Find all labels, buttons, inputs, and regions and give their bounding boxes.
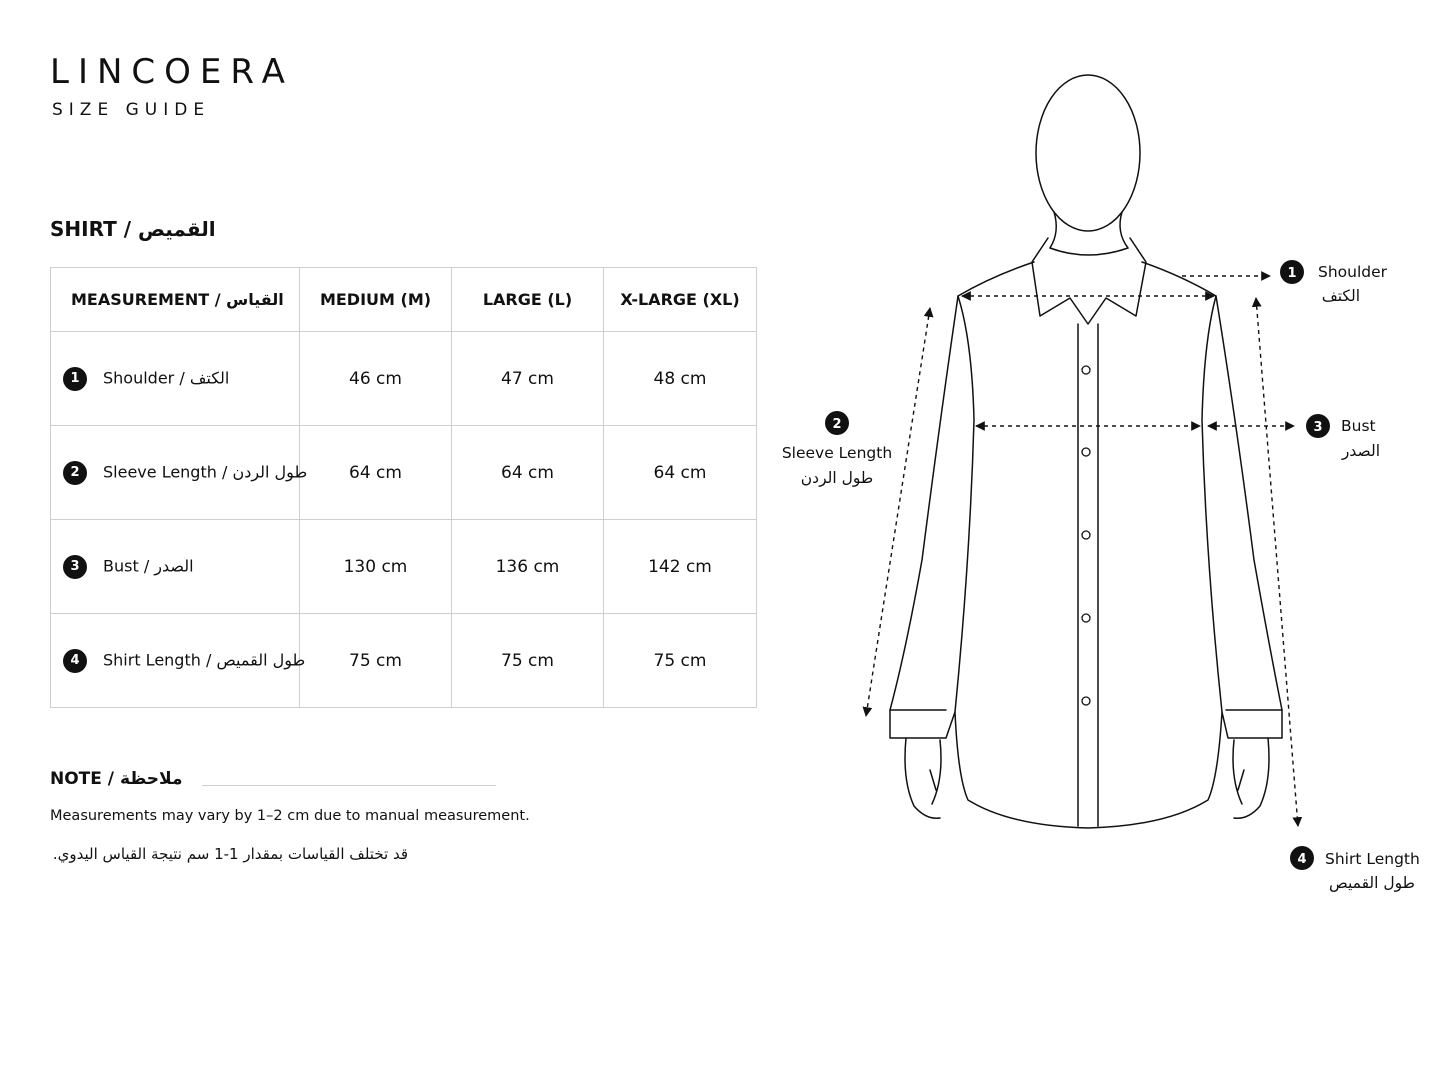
- collar-band: [1050, 248, 1128, 255]
- shirt-length-arrow: [1256, 298, 1298, 826]
- value-medium: 130 cm: [300, 520, 452, 614]
- value-large: 64 cm: [452, 426, 604, 520]
- section-title: SHIRT / القميص: [50, 217, 216, 241]
- badge-4-number: 4: [1297, 852, 1307, 867]
- shirt-placket: [1078, 324, 1098, 826]
- bust-label-en: Bust: [1341, 417, 1376, 435]
- shoulder-label-en: Shoulder: [1318, 263, 1388, 281]
- shirt-button: [1082, 366, 1090, 374]
- number-badge: 4: [63, 649, 87, 673]
- sleeve-arrow: [866, 308, 930, 716]
- header-large: LARGE (L): [452, 268, 604, 332]
- sleeve-label-ar: طول الردن: [800, 469, 874, 487]
- length-label-en: Shirt Length: [1325, 850, 1420, 868]
- shirt-button: [1082, 531, 1090, 539]
- sleeve-label-en: Sleeve Length: [781, 444, 893, 462]
- page-subtitle: SIZE GUIDE: [52, 100, 211, 120]
- badge-3-number: 3: [1313, 420, 1323, 435]
- shirt-button: [1082, 614, 1090, 622]
- value-large: 75 cm: [452, 614, 604, 708]
- value-xlarge: 75 cm: [604, 614, 757, 708]
- value-xlarge: 64 cm: [604, 426, 757, 520]
- header-xlarge: X-LARGE (XL): [604, 268, 757, 332]
- brand-logo: LINCOERA: [50, 52, 294, 92]
- number-badge: 1: [63, 367, 87, 391]
- value-xlarge: 142 cm: [604, 520, 757, 614]
- number-badge: 3: [63, 555, 87, 579]
- measure-label: Bust / الصدر: [103, 556, 194, 575]
- measure-label: Shirt Length / طول القميص: [103, 650, 306, 669]
- measure-label: Shoulder / الكتف: [103, 368, 230, 387]
- shirt-button: [1082, 448, 1090, 456]
- shoulder-label-ar: الكتف: [1321, 287, 1360, 305]
- shirt-collar: [1032, 238, 1146, 324]
- shirt-button: [1082, 697, 1090, 705]
- mannequin-neck: [1050, 212, 1128, 248]
- number-badge: 2: [63, 461, 87, 485]
- left-hand: [905, 738, 941, 818]
- value-large: 136 cm: [452, 520, 604, 614]
- mannequin-head: [1036, 75, 1140, 231]
- right-armhole-seam: [1202, 296, 1222, 712]
- right-hand: [1233, 738, 1269, 818]
- badge-1-number: 1: [1287, 266, 1297, 281]
- header-medium: MEDIUM (M): [300, 268, 452, 332]
- note-text-en: Measurements may vary by 1–2 cm due to manual measurement.: [50, 808, 530, 824]
- length-label-ar: طول القميص: [1328, 874, 1415, 892]
- note-text-ar: قد تختلف القياسات بمقدار 1-1 سم نتيجة القياس اليدوي.: [52, 845, 408, 863]
- note-heading: NOTE / ملاحظة: [50, 769, 183, 789]
- value-large: 47 cm: [452, 332, 604, 426]
- value-medium: 75 cm: [300, 614, 452, 708]
- header-measurement: MEASUREMENT / القياس: [51, 268, 300, 332]
- value-medium: 46 cm: [300, 332, 452, 426]
- left-armhole-seam: [955, 296, 974, 712]
- shirt-outline: [890, 262, 1282, 828]
- value-medium: 64 cm: [300, 426, 452, 520]
- bust-label-ar: الصدر: [1341, 442, 1380, 460]
- value-xlarge: 48 cm: [604, 332, 757, 426]
- measure-label: Sleeve Length / طول الردن: [103, 462, 308, 481]
- badge-2-number: 2: [832, 417, 842, 432]
